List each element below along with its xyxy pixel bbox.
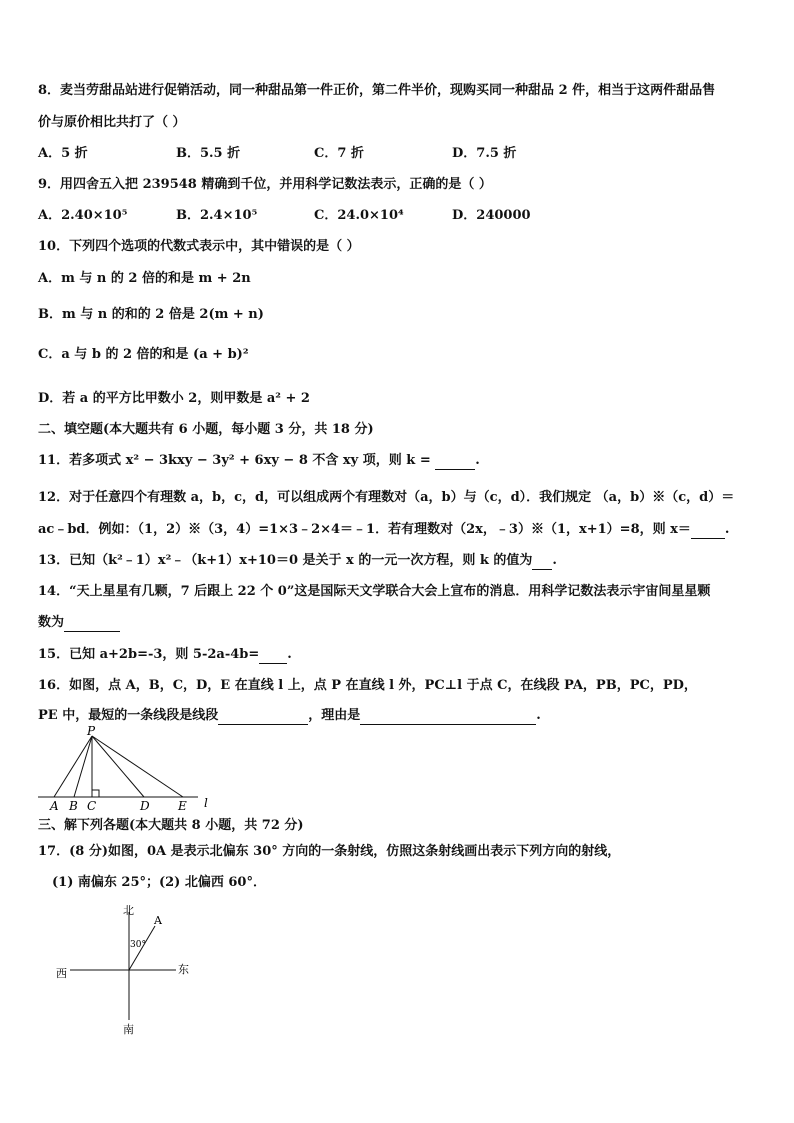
label-a: A: [50, 799, 59, 813]
label-d: D: [140, 799, 150, 813]
q17-line2: (1) 南偏东 25°；(2) 北偏西 60°．: [52, 875, 266, 890]
label-north: 北: [123, 904, 134, 917]
q17-compass-figure: [50, 900, 210, 1040]
section-2-heading: 二、填空题(本大题共有 6 小题，每小题 3 分，共 18 分): [38, 422, 374, 437]
q8-line1: 8．麦当劳甜品站进行促销活动，同一种甜品第一件正价，第二件半价，现购买同一种甜品 2 件，相当于这两件甜品售: [38, 83, 716, 98]
q11-end: .: [475, 453, 480, 468]
q14-line2: [38, 614, 120, 632]
q16-mid: ，理由是: [308, 708, 361, 723]
q14-line1: 14．“天上星星有几颗，7 后跟上 22 个 0”这是国际天文学联合大会上宣布的消息．用科学记数法表示宇宙间星星颗: [38, 584, 711, 599]
q10-option-d: D．若 a 的平方比甲数小 2，则甲数是 a² + 2: [38, 391, 310, 406]
q14-answer-blank[interactable]: [64, 618, 120, 632]
q15-end: .: [287, 647, 292, 662]
q16-end: .: [536, 708, 541, 723]
q13-text: 13．已知（k²﹣1）x²﹣（k+1）x+10＝0 是关于 x 的一元一次方程，则 k 的值为: [38, 553, 533, 568]
q10-option-a: A．m 与 n 的 2 倍的和是 m + 2n: [38, 271, 251, 286]
q11-text: 11．若多项式 x² − 3kxy − 3y² + 6xy − 8 不含 xy 项，则 k =: [38, 453, 431, 468]
q16-answer-blank-1[interactable]: [218, 711, 308, 725]
label-south: 南: [123, 1023, 134, 1036]
segment-pe: [92, 736, 183, 797]
q8-option-a: A．5 折: [38, 146, 88, 161]
q16-text: PE 中，最短的一条线段是线段: [38, 708, 219, 723]
q17-line1: 17．(8 分)如图，0A 是表示北偏东 30° 方向的一条射线，仿照这条射线画出表示下列方向的射线，: [38, 844, 621, 859]
label-c: C: [87, 799, 97, 813]
q11-answer-blank[interactable]: [435, 456, 475, 470]
q15-answer-blank[interactable]: [259, 650, 287, 664]
q8-option-c: C．7 折: [314, 146, 364, 161]
q10-option-c: C．a 与 b 的 2 倍的和是 (a + b)²: [38, 347, 249, 362]
q10-option-b: B．m 与 n 的和的 2 倍是 2(m + n): [38, 307, 264, 322]
section-3-heading: 三、解下列各题(本大题共 8 小题，共 72 分): [38, 818, 304, 833]
label-l: l: [204, 796, 208, 810]
q9-option-a: A．2.40×10⁵: [38, 208, 128, 223]
q13-end: .: [552, 553, 557, 568]
q15-line: [38, 646, 292, 664]
q11-line: [38, 452, 480, 470]
q8-line2: 价与原价相比共打了（ ）: [38, 115, 186, 130]
q9-option-c: C．24.0×10⁴: [314, 208, 404, 223]
q13-answer-blank[interactable]: [532, 556, 552, 570]
label-east: 东: [178, 963, 189, 976]
q16-line1: 16．如图，点 A，B，C，D，E 在直线 l 上，点 P 在直线 l 外，PC⊥l 于点 C，在线段 PA，PB，PC，PD，: [38, 678, 697, 693]
segment-pa: [54, 736, 92, 797]
q12-line2: [38, 521, 729, 539]
label-b: B: [69, 799, 78, 813]
label-p: P: [87, 726, 96, 738]
q16-answer-blank-2[interactable]: [360, 711, 536, 725]
q8-option-b: B．5.5 折: [176, 146, 241, 161]
label-angle-30: 30°: [130, 940, 146, 950]
label-e: E: [178, 799, 187, 813]
q15-text: 15．已知 a+2b=-3，则 5-2a-4b=: [38, 647, 260, 662]
q9-option-d: D．240000: [452, 208, 531, 223]
q12-line1: 12．对于任意四个有理数 a，b，c，d，可以组成两个有理数对（a，b）与（c，d）．我们规定 （a，b）※（c，d）＝: [38, 490, 735, 505]
q16-figure: [30, 726, 220, 816]
q12-text: ac﹣bd．例如：（1，2）※（3，4）=1×3﹣2×4＝﹣1．若有理数对（2x，﹣3）※（1，x+1）=8，则 x＝: [38, 522, 691, 537]
label-a-point: A: [154, 914, 162, 927]
q12-answer-blank[interactable]: [691, 525, 725, 539]
segment-pb: [74, 736, 92, 797]
segment-pd: [92, 736, 144, 797]
q16-line2: [38, 707, 541, 725]
right-angle-mark: [92, 790, 99, 797]
label-west: 西: [56, 967, 67, 980]
q13-line: [38, 552, 557, 570]
q9-line1: 9．用四舍五入把 239548 精确到千位，并用科学记数法表示，正确的是（ ）: [38, 177, 492, 192]
q8-option-d: D．7.5 折: [452, 146, 517, 161]
q14-text: 数为: [38, 615, 65, 630]
q12-end: .: [724, 522, 730, 537]
q9-option-b: B．2.4×10⁵: [176, 208, 258, 223]
q10-line1: 10．下列四个选项的代数式表示中，其中错误的是（ ）: [38, 239, 360, 254]
